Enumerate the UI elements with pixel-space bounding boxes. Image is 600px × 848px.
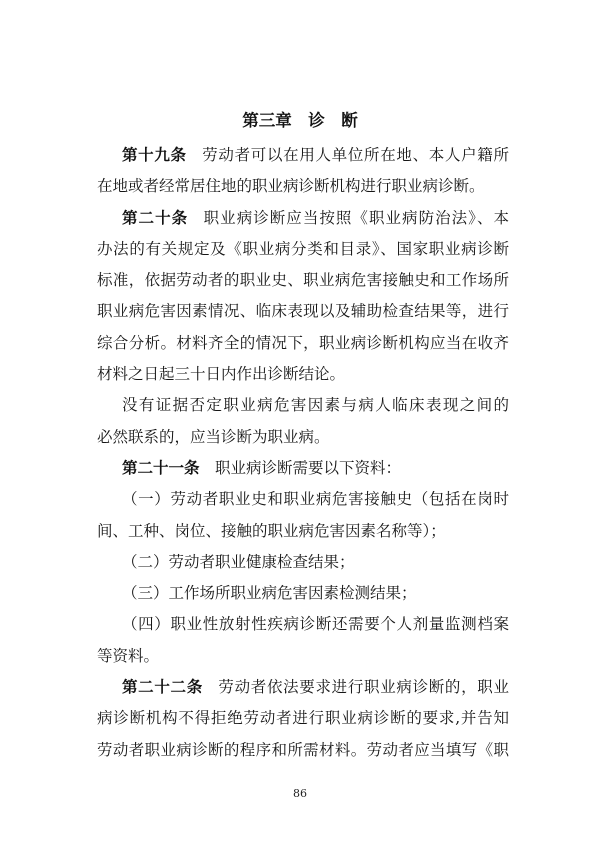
text-line: 等资料。 (97, 646, 160, 665)
text-line (97, 140, 509, 171)
text-line: 综合分析。材料齐全的情况下，职业病诊断机构应当在收齐 (97, 333, 509, 352)
text-line: 材料之日起三十日内作出诊断结论。 (97, 365, 346, 384)
article-20-paragraph-2 (97, 390, 509, 453)
article-19 (97, 140, 509, 203)
text-line: 必然联系的，应当诊断为职业病。 (97, 427, 330, 446)
article-label: 第二十一条 (122, 458, 200, 477)
article-20 (97, 203, 509, 391)
list-item-3 (97, 578, 509, 609)
document-body (97, 140, 509, 766)
text-line: 没有证据否定职业病危害因素与病人临床表现之间的 (122, 396, 509, 415)
text-line (97, 203, 509, 234)
text-line-content: 劳动者可以在用人单位所在地、本人户籍所 (202, 146, 509, 164)
article-21 (97, 453, 509, 484)
text-line: 职业病危害因素情况、临床表现以及辅助检查结果等，进行 (97, 302, 509, 321)
text-line: 病诊断机构不得拒绝劳动者进行职业病诊断的要求,并告知 (97, 709, 509, 728)
text-line: 在地或者经常居住地的职业病诊断机构进行职业病诊断。 (97, 177, 485, 196)
list-item-1 (97, 484, 509, 547)
text-line: 办法的有关规定及《职业病分类和目录》、国家职业病诊断 (97, 239, 509, 258)
text-line-content: 劳动者依法要求进行职业病诊断的，职业 (218, 678, 509, 697)
text-line: 间、工种、岗位、接触的职业病危害因素名称等）； (97, 521, 446, 540)
article-22 (97, 672, 509, 766)
text-line: （四）职业性放射性疾病诊断还需要个人剂量监测档案 (122, 615, 509, 634)
text-line: 标准，依据劳动者的职业史、职业病危害接触史和工作场所 (97, 271, 509, 290)
text-line-content: 职业病诊断应当按照《职业病防治法》、本 (203, 208, 509, 227)
list-item-2 (97, 547, 509, 578)
text-line: （二）劳动者职业健康检查结果； (122, 552, 355, 571)
text-line (97, 672, 509, 703)
list-item-4 (97, 609, 509, 672)
page-number: 86 (293, 787, 307, 800)
chapter-title: 第三章 诊 断 (242, 111, 358, 130)
text-line: （一）劳动者职业史和职业病危害接触史（包括在岗时 (122, 490, 509, 509)
text-line: 劳动者职业病诊断的程序和所需材料。劳动者应当填写《职 (97, 740, 509, 759)
article-label: 第二十二条 (122, 678, 203, 697)
text-line-content: 职业病诊断需要以下资料： (215, 458, 402, 477)
article-label: 第十九条 (122, 146, 187, 164)
text-line: （三）工作场所职业病危害因素检测结果； (122, 584, 417, 603)
text-line (97, 453, 509, 484)
article-label: 第二十条 (122, 208, 189, 227)
